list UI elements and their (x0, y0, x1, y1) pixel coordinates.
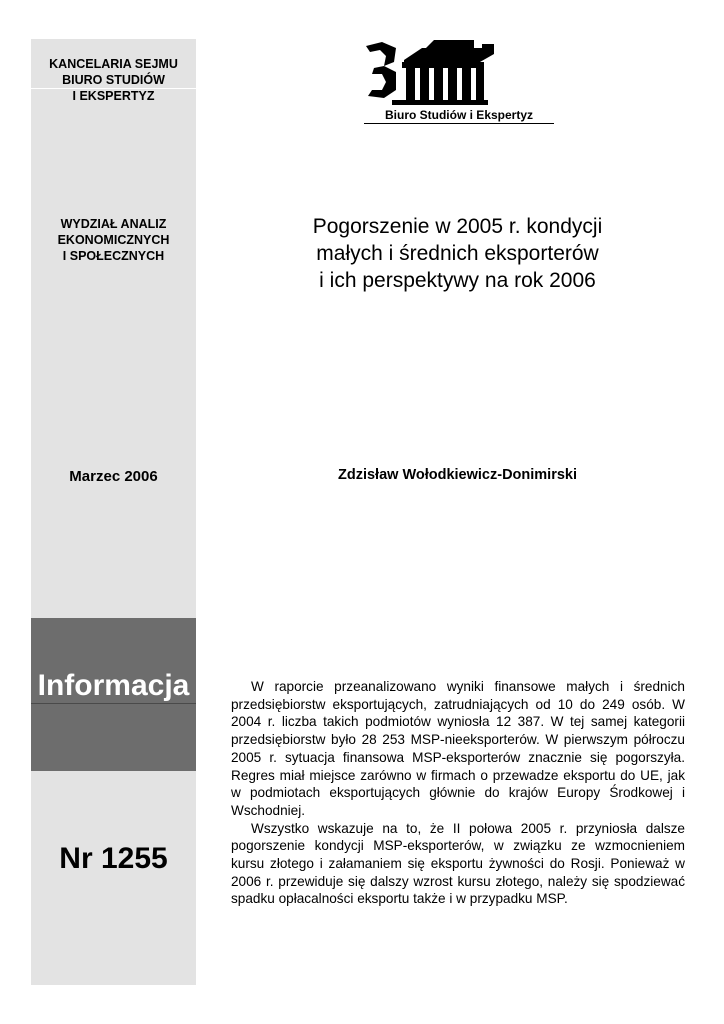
title-line: i ich perspektywy na rok 2006 (319, 269, 596, 292)
doc-number: Nr 1255 (59, 842, 168, 875)
institution-name (31, 56, 196, 104)
sidebar-divider (31, 88, 196, 89)
publication-date: Marzec 2006 (69, 468, 158, 485)
institution-line: BIURO STUDIÓW (62, 73, 165, 87)
abstract (231, 678, 685, 908)
institution-line: I EKSPERTYZ (72, 89, 155, 103)
logo-caption: Biuro Studiów i Ekspertyz (364, 108, 554, 124)
department-line: WYDZIAŁ ANALIZ (60, 217, 167, 231)
doc-type-label: Informacja (37, 669, 190, 702)
department-line: I SPOŁECZNYCH (62, 249, 165, 263)
department-name (31, 216, 196, 264)
title-line: małych i średnich eksporterów (316, 242, 599, 265)
document-title (230, 213, 685, 294)
abstract-paragraph: W raporcie przeanalizowano wyniki finansowe małych i średnich przedsiębiorstw eksportujących, zatrudniających od 10 do 249 osób. W 2004 r. liczba takich podmiotów wyniosła 12 387. W tej samej kategorii przedsiębiorstw było 28 253 MSP-nieeksporterów. W pierwszym półroczu 2005 r. sytuacja finansowa MSP-eksporterów znacznie się pogorszyła. Regres miał miejsce zarówno w firmach o przewadze eksportu do UE, jak w podmiotach eksportujących głównie do krajów Europy Środkowej i Wschodniej. (231, 679, 685, 818)
abstract-paragraph: Wszystko wskazuje na to, że II połowa 2005 r. przyniosła dalsze pogorszenie kondycji MSP-eksporterów, w związku ze wzmocnieniem kursu złotego i załamaniem się eksportu żywności do Rosji. Ponieważ w 2006 r. przewiduje się dalszy wzrost kursu złotego, należy się spodziewać spadku opłacalności eksportu także i w przypadku MSP. (231, 820, 685, 907)
department-line: EKONOMICZNYCH (57, 233, 170, 247)
institution-line: KANCELARIA SEJMU (49, 57, 178, 71)
title-line: Pogorszenie w 2005 r. kondycji (312, 215, 603, 238)
author-name: Zdzisław Wołodkiewicz-Donimirski (337, 467, 578, 483)
sidebar (31, 39, 196, 985)
